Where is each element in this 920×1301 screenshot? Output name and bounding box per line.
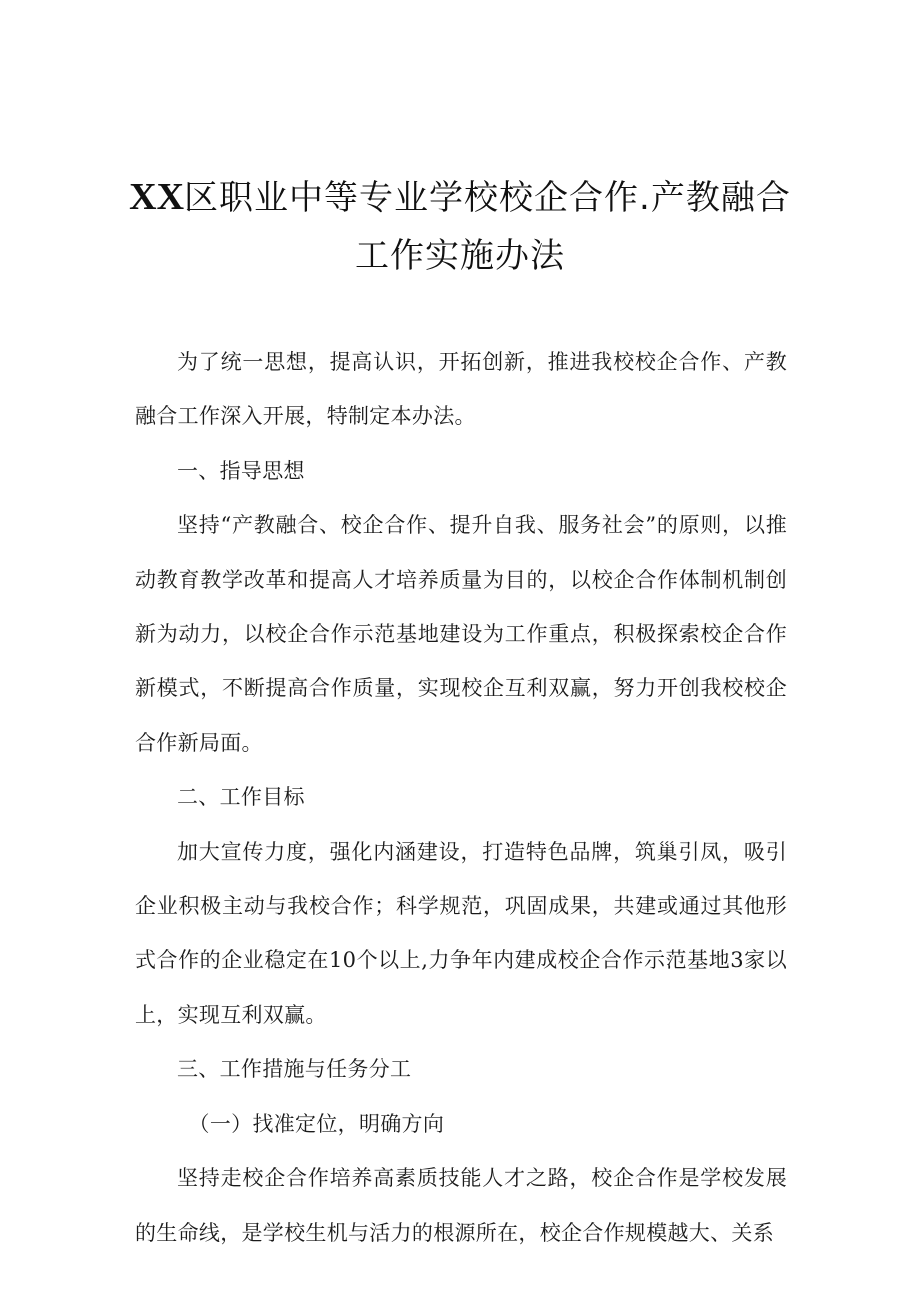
- document-title-line-2: 工作实施办法: [355, 236, 565, 276]
- intro-paragraph: 为了统一思想，提高认识，开拓创新，推进我校校企合作、产教融合工作深入开展，特制定本办法。: [135, 350, 787, 429]
- guiding-ideology-paragraph: 坚持“产教融合、校企合作、提升自我、服务社会”的原则，以推动教育教学改革和提高人才培养质量为目的，以校企合作体制机制创新为动力，以校企合作示范基地建设为工作重点，积极探索校企合作新模式，不断提高合作质量，实现校企互利双赢，努力开创我校校企合作新局面。: [135, 513, 787, 755]
- title-text-1: 区职业中等专业学校校企合作.产教融合: [184, 178, 791, 218]
- work-goals-paragraph: 加大宣传力度，强化内涵建设，打造特色品牌，筑巢引凤，吸引企业积极主动与我校合作；科学规范，巩固成果，共建或通过其他形式合作的企业稳定在10个以上,力争年内建成校企合作示范基地3家以上，实现互利双赢。: [135, 839, 787, 1027]
- document-body: [135, 335, 787, 1260]
- section-heading-work-goals: 二、工作目标: [177, 785, 305, 810]
- positioning-paragraph: 坚持走校企合作培养高素质技能人才之路，校企合作是学校发展的生命线，是学校生机与活力的根源所在，校企合作规模越大、关系: [135, 1166, 787, 1245]
- section-heading-measures: 三、工作措施与任务分工: [177, 1057, 412, 1082]
- title-prefix: XX: [129, 176, 185, 218]
- section-heading-guiding-ideology: 一、指导思想: [177, 458, 305, 483]
- document-title-line-1: [110, 170, 810, 219]
- subsection-heading-positioning: （一）找准定位，明确方向: [188, 1111, 445, 1136]
